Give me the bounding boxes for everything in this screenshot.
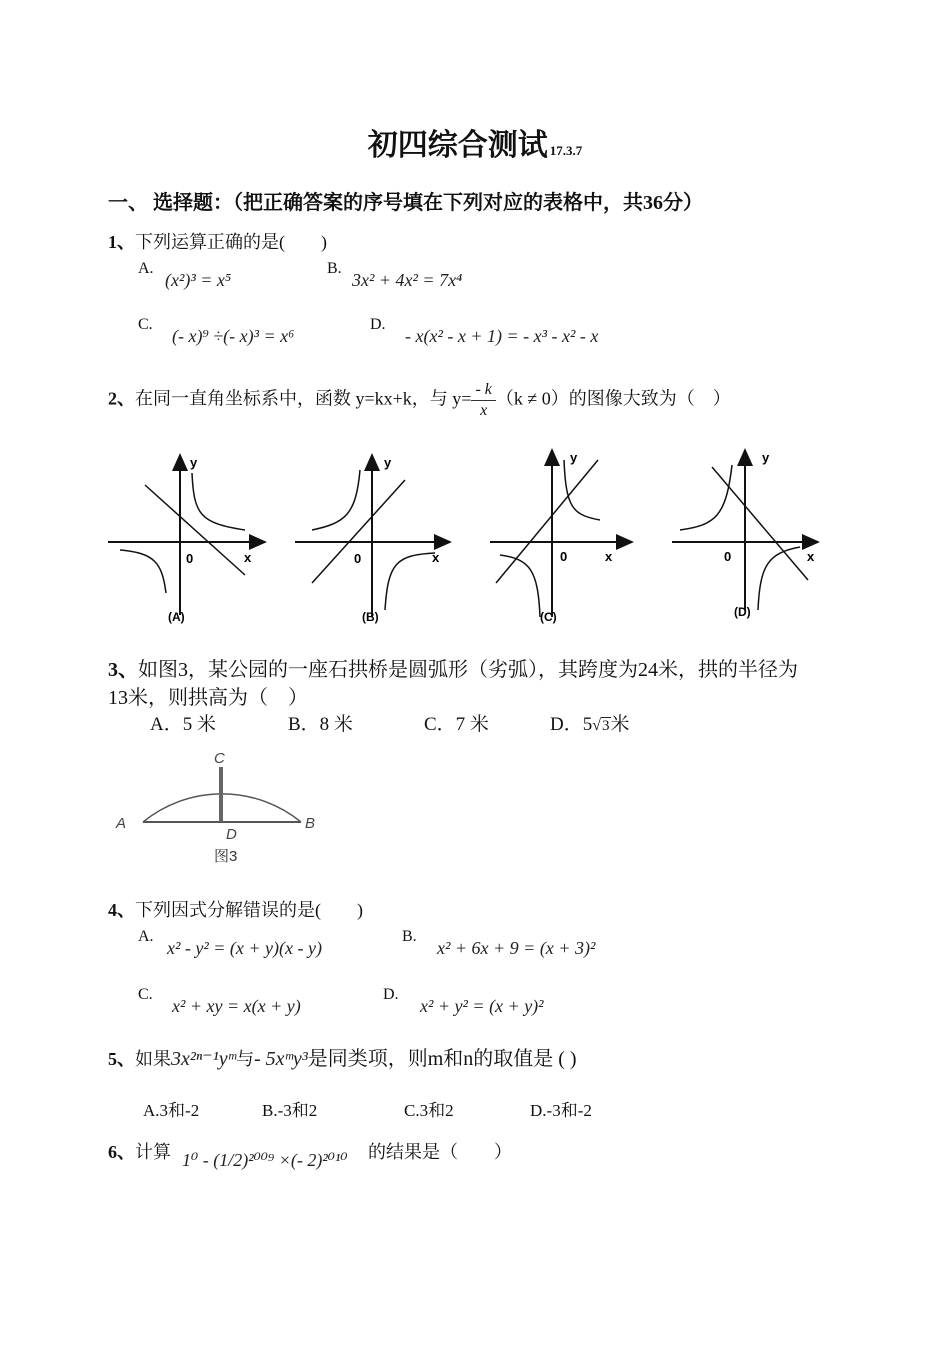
q5-text-pre: 如果 [135, 1049, 171, 1069]
graph-b-origin: 0 [354, 551, 362, 566]
q2-text-2: （k ≠ 0）的图像大致为（ ） [495, 388, 731, 409]
q2-graphs [100, 445, 840, 635]
q3-option-b: B．8 米 [288, 714, 353, 735]
figure-3-point-c: C [214, 750, 225, 767]
figure-3-caption: 图3 [214, 848, 238, 865]
sqrt-icon: √ [592, 717, 602, 734]
question-6 [108, 1138, 171, 1164]
q1-option-b-expr: 3x² + 4x² = 7x⁴ [352, 270, 463, 290]
q1-number: 1、 [108, 232, 135, 252]
q1-option-d-expr: - x(x² - x + 1) = - x³ - x² - x [405, 326, 599, 346]
q5-text-post: 是同类项，则m和n的取值是 ( ) [307, 1048, 577, 1070]
q1-option-a-label: A. [138, 260, 154, 277]
q2-text-1: 在同一直角坐标系中，函数 y=kx+k，与 y= [135, 388, 472, 409]
graph-c-x-label: x [605, 549, 613, 564]
question-2 [108, 380, 731, 421]
q4-option-c-expr: x² + xy = x(x + y) [172, 996, 301, 1016]
graph-a-x-label: x [244, 550, 252, 565]
q5-option-a: A.3和-2 [143, 1101, 200, 1120]
q3-option-c: C．7 米 [424, 714, 489, 735]
graph-c-origin: 0 [560, 549, 568, 564]
graph-b-label: (B) [362, 610, 379, 624]
q1-option-d-label: D. [370, 316, 386, 333]
graph-b [295, 455, 450, 624]
q5-text-mid: 与 [235, 1049, 254, 1069]
page-title [0, 120, 950, 164]
question-5 [108, 1042, 577, 1071]
q5-option-c: C.3和2 [404, 1101, 454, 1120]
q4-option-d-label: D. [383, 986, 399, 1003]
title-text: 初四综合测试 [367, 129, 548, 162]
q5-number: 5、 [108, 1049, 135, 1069]
q3-option-d-prefix: D．5 [550, 714, 593, 735]
graph-d [672, 450, 818, 619]
question-4 [108, 896, 363, 922]
q3-text-2: 13米，则拱高为（ ） [108, 687, 308, 709]
graph-c-y-label: y [570, 450, 578, 465]
q5-expr-2: - 5xᵐy³ [253, 1048, 308, 1070]
q2-fraction [471, 380, 495, 421]
q5-option-b: B.-3和2 [262, 1101, 318, 1120]
q4-option-a-label: A. [138, 928, 154, 945]
section-heading: 一、 选择题：（把正确答案的序号填在下列对应的表格中，共36分） [108, 192, 703, 214]
q4-option-b-label: B. [402, 928, 417, 945]
q1-text: 下列运算正确的是( ) [135, 232, 327, 252]
graph-a-label: (A) [168, 610, 185, 624]
graph-d-label: (D) [734, 605, 751, 619]
q4-number: 4、 [108, 900, 135, 920]
q2-fraction-bottom: x [480, 402, 488, 419]
graph-d-y-label: y [762, 450, 770, 465]
q5-option-d: D.-3和-2 [530, 1101, 592, 1120]
q3-text-1: 如图3，某公园的一座石拱桥是圆弧形（劣弧），其跨度为24米，拱的半径为 [138, 659, 798, 681]
figure-3 [108, 745, 328, 870]
q1-option-c-expr: (- x)⁹ ÷(- x)³ = x⁶ [172, 326, 295, 346]
question-1 [108, 228, 327, 254]
graph-b-y-label: y [384, 455, 392, 470]
figure-3-point-d: D [226, 826, 237, 843]
graph-a-y-label: y [190, 455, 198, 470]
q3-number: 3、 [108, 659, 138, 681]
graph-d-x-label: x [807, 549, 815, 564]
q2-number: 2、 [108, 388, 135, 409]
q5-expr-1: 3x²ⁿ⁻¹yᵐ [171, 1048, 236, 1070]
q4-option-d-expr: x² + y² = (x + y)² [420, 996, 544, 1016]
graph-c [490, 450, 632, 624]
q4-option-a-expr: x² - y² = (x + y)(x - y) [167, 938, 322, 958]
figure-3-point-b: B [305, 815, 316, 832]
figure-3-point-a: A [116, 815, 127, 832]
graph-a-origin: 0 [186, 551, 194, 566]
question-3-line-1 [108, 653, 798, 682]
graph-c-label: (C) [540, 610, 557, 624]
q3-option-d-radicand: 3 [602, 718, 610, 734]
q2-fraction-top: - k [471, 380, 495, 401]
graph-d-origin: 0 [724, 549, 732, 564]
q3-option-d [550, 709, 630, 736]
graph-b-x-label: x [432, 550, 440, 565]
q6-text-pre: 计算 [135, 1142, 171, 1162]
q6-number: 6、 [108, 1142, 135, 1162]
q1-option-b-label: B. [327, 260, 342, 277]
q1-option-a-expr: (x²)³ = x⁵ [165, 270, 232, 290]
q3-option-a: A．5 米 [150, 714, 216, 735]
q1-option-c-label: C. [138, 316, 153, 333]
title-date: 17.3.7 [549, 143, 583, 158]
q4-text: 下列因式分解错误的是( ) [135, 900, 363, 920]
q4-option-b-expr: x² + 6x + 9 = (x + 3)² [437, 938, 596, 958]
q6-expr: 1⁰ - (1/2)²⁰⁰⁹ ×(- 2)²⁰¹⁰ [182, 1150, 348, 1170]
q4-option-c-label: C. [138, 986, 153, 1003]
q6-text-post: 的结果是（ ） [368, 1142, 512, 1162]
graph-a [108, 455, 265, 624]
q3-option-d-suffix: 米 [610, 714, 630, 735]
